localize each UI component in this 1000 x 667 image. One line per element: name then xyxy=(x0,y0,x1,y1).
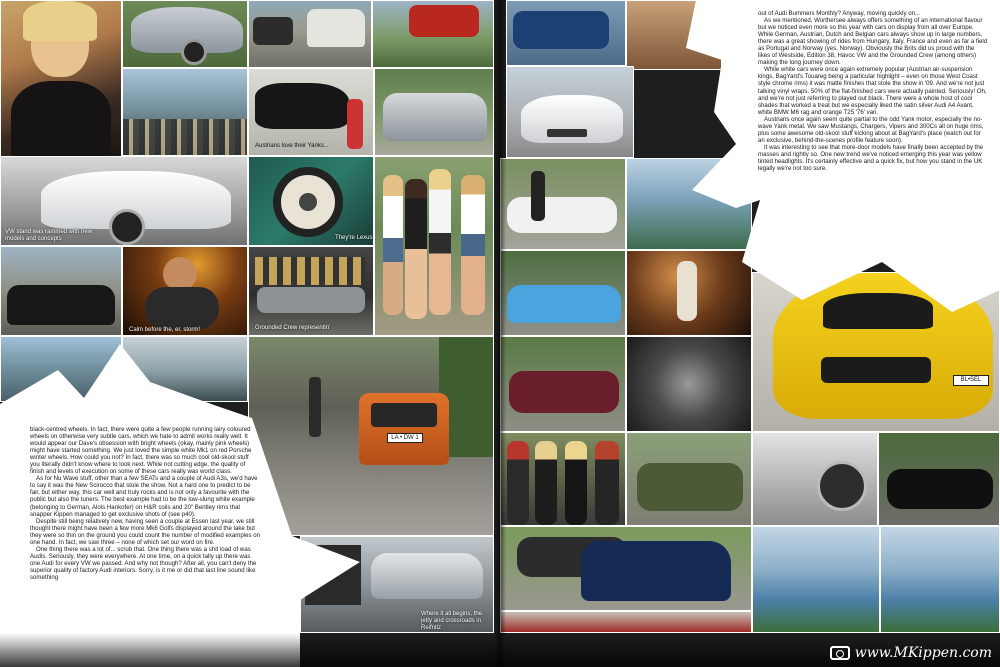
right-paragraph-5: It was interesting to see that more-door models have finally been accepted by the masses and rightly so. One new trend we've noticed emerging this year was yellow tinted headlights. It's certainly effective and a quick fix, but how you stand in the UK legally we're not too sure. xyxy=(758,143,984,173)
right-paragraph-2: As we mentioned, Worthersee always offers something of an international flavour but we noticed even more so this year with cars on display from all over Europe. While German, Austrian, Dutch and Belgian cars always show up in large numbers, there was a great showing of rides from Hungary, Italy, France and even as far a field as Portugal and Norway (yes, Norway). Obviously the Brits did us proud with the likes of Westside, Edition 38, Havoc VW and the Grounded Crew (among others) making the long journey down. xyxy=(758,17,988,67)
right-paragraph-4: Austrians once again seem quite partial to the odd Yank motor, especially the no-wave Yank metal. We saw Mustangs, Chargers, Vipers and 300Cs all on huge rims, plus some awesome old-skool stuff kicking about at BagYard's place (watch out for an exclusive, behind-the-scenes profile feature soon). xyxy=(758,115,984,144)
caption-vw-stand: VW stand was rammed with new models and concepts xyxy=(5,229,93,243)
plate-orange-golf: LA • DW 1 xyxy=(387,433,423,443)
watermark-text: www.MKippen.com xyxy=(854,645,992,661)
caption-calm-before: Calm before the, er, storm! xyxy=(129,327,201,333)
camera-icon xyxy=(830,646,850,660)
right-article-column xyxy=(758,10,988,172)
caption-grounded-crew: Grounded Crew representin' xyxy=(255,325,331,331)
page-gutter xyxy=(494,0,506,667)
left-article-column xyxy=(30,426,260,581)
right-paragraph-1: out of Audi Bummers Monthly? Anyway, moving quickly on... xyxy=(758,10,921,17)
right-paragraph-3: While white cars were once again extremely popular (Austrian air-suspension kings, BagYard's Touareg being a particular highlight – even on those West Coast style chrome rims) it was matte finishes that stole the show in '09. And we're not just talking vinyl wraps. 50% of the flat-finished cars were actually painted. Seriously! Oh, and we're not just referring to played out black. There were a whole host of cool shades that worked a treat but we especially liked the satin silver Audi A4 Avant, white BMW M6 rag and orange T25 '76' van. xyxy=(758,66,987,116)
caption-jetty: Where it all begins, the jetty and crossroads in Reifnitz xyxy=(421,611,483,632)
left-paragraph-1: black-centred wheels. In fact, there were quite a few people running lairy coloured wheels on otherwise very subtle cars, which we hate to admit works really well. It would appear our Dave's obsession with bright wheels (okay, mainly pink wheels) might have started something. We just loved the simple white Mk1 on red Porsche winter wheels. How could you not? In fact, there was so much cool old-skool stuff you literally didn't know where to look next. While not cutting edge, the quality of finish and levels of execution on some of these cars really was world class. xyxy=(30,426,252,476)
watermark-bar xyxy=(0,633,1000,667)
left-paragraph-2: As for Nu Wave stuff, other than a few SEATs and a couple of Audi A3s, we'd have to say it was the New Scirocco that stole the show. Not a hard one to predict to be fair, but either way, this car well and truly rocks and is not only a favourite with the public but also the tuners. The best example had to be the low-slung white example (belonging to German, Alois Hankofer) on H&R coils and 20" Bentley rims that snapper Kippen managed to get exclusive shots of (see p40). xyxy=(30,475,258,518)
left-paragraph-3: Despite still being relatively new, having seen a couple at Essen last year, we still thought there might have been a few more Mk6 Golfs displayed around the lake but they were so thin on the ground you could count the number of modified examples on one hand. In fact, we saw three – none of which set our word on fire. xyxy=(30,517,261,546)
plate-r8: BL•SEL xyxy=(953,375,989,386)
caption-austrians: Austrians love their Yanks... xyxy=(255,143,329,149)
left-paragraph-4: One thing there was a lot of... scrub that. One thing there was a shit load of was Audis. Seriously, they were everywhere. At one time, on a quick tally up there was one Audi for every VW we passed. And why not though? After all, you can't deny the superior quality of factory Audi interiors. Sorry, is it me or did that last line sound like something xyxy=(30,545,257,581)
watermark xyxy=(830,645,992,661)
caption-theyre-lexus: They're Lexus xyxy=(335,235,373,241)
